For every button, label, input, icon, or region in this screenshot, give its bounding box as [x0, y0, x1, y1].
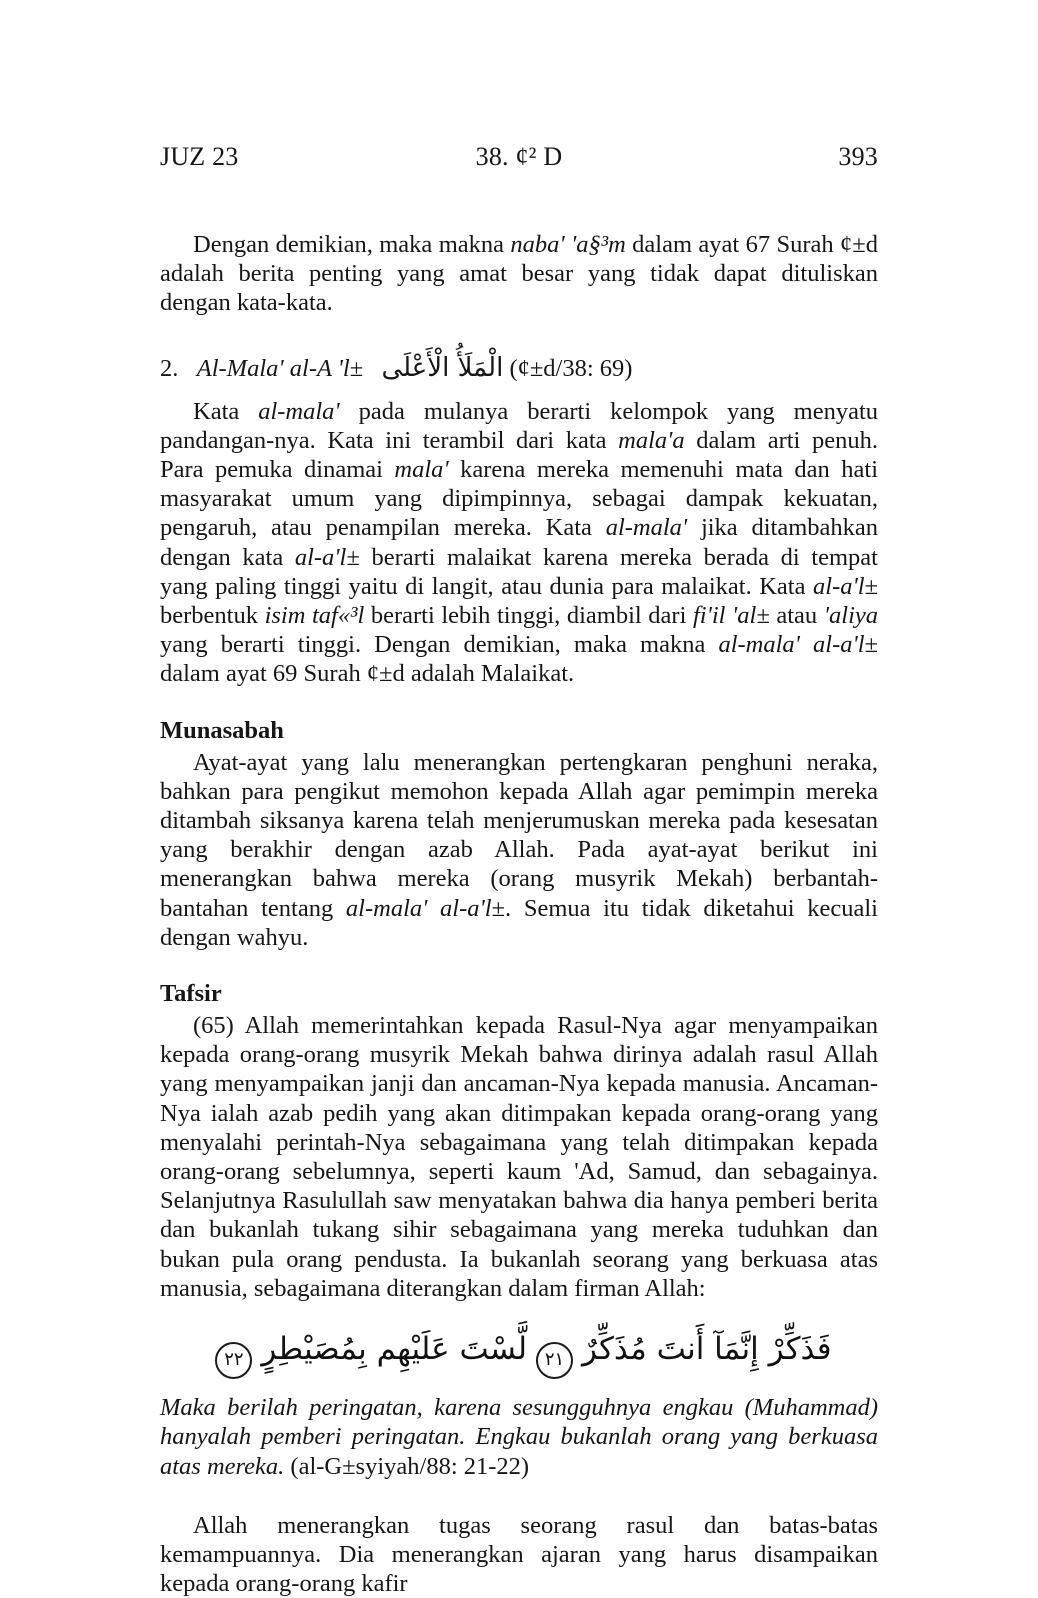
- text-segment: al-a'l±: [294, 543, 360, 571]
- text-segment: al-a'l±: [813, 572, 878, 600]
- munasabah-heading: Munasabah: [160, 716, 284, 744]
- text-segment: isim taf«³l: [264, 602, 365, 630]
- text-segment: naba' 'a§³m: [510, 231, 626, 258]
- text-segment: atau: [769, 602, 824, 630]
- text-segment: Allah menerangkan tugas seorang rasul dan batas-batas kemampuannya. Dia menerangkan ajaran yang harus disampaikan kepada orang-orang kafir: [160, 1511, 878, 1598]
- text-segment: dalam ayat 69 Surah ¢±d adalah Malaikat.: [160, 660, 575, 688]
- text-segment: al-mala': [258, 397, 340, 425]
- text-segment: al-mala' al-a'l±: [345, 894, 506, 922]
- surah-running-title: 38. ¢² D: [475, 142, 563, 171]
- page-number: 393: [838, 142, 878, 171]
- text-segment: jika ditambahkan dengan kata: [160, 514, 878, 571]
- tafsir-heading: Tafsir: [160, 980, 222, 1008]
- page-header: [160, 142, 878, 172]
- text-segment: dalam ayat 67 Surah ¢±d adalah berita penting yang amat besar yang tidak dapat dituliskan dengan kata-kata.: [160, 231, 878, 317]
- text-segment: [363, 355, 381, 382]
- paragraph-closing: [160, 1511, 878, 1598]
- text-segment: pada mulanya berarti kelompok yang menyatu pandangan-nya. Kata ini terambil dari kata: [160, 397, 879, 454]
- text-segment: 2.: [160, 354, 197, 382]
- text-segment: . Semua itu tidak diketahui kecuali dengan wahyu.: [160, 894, 878, 951]
- text-segment: Kata: [193, 397, 259, 425]
- arabic-text: لَّسْتَ عَلَيْهِم بِمُصَيْطِرٍ: [261, 1331, 528, 1368]
- text-segment: Ayat-ayat yang lalu menerangkan pertengkaran penghuni neraka, bahkan para pengikut memohon kepada Allah agar pemimpin mereka ditambah siksanya karena telah menjerumuskan mereka pada kesesatan yang berakhir dengan azab Allah. Pada ayat-ayat berikut ini menerangkan bahwa mereka (orang musyrik Mekah) berbantah-bantahan tentang: [160, 748, 878, 922]
- text-segment: (¢±d/38: 69): [503, 354, 633, 382]
- text-segment: berarti lebih tinggi, diambil dari: [364, 602, 693, 630]
- text-segment: Dengan demikian, maka makna: [193, 231, 511, 258]
- text-segment: 'aliya: [823, 602, 879, 630]
- text-segment: berbentuk: [160, 602, 265, 630]
- text-segment: fi'il 'al±: [692, 602, 770, 630]
- arabic-text: الْمَلَأُ الْأَعْلَى: [381, 352, 504, 383]
- text-segment: Maka berilah peringatan, karena sesungguhnya engkau (Muhammad) hanyalah pemberi peringatan. Engkau bukanlah orang yang berkuasa atas mereka.: [160, 1394, 878, 1480]
- text-segment: mala': [394, 456, 449, 484]
- text-segment: al-mala' al-a'l±: [718, 631, 878, 659]
- term-heading-al-mala: [160, 348, 878, 389]
- text-segment: al-mala': [605, 514, 688, 542]
- ayah-number-marker: ٢١: [536, 1342, 573, 1379]
- paragraph-munasabah: [160, 748, 878, 952]
- text-segment: Al-Mala' al-A 'l±: [196, 354, 364, 382]
- juz-label: JUZ 23: [160, 142, 239, 171]
- arabic-text: فَذَكِّرْ إِنَّمَآ أَنتَ مُذَكِّرٌ: [582, 1331, 832, 1368]
- paragraph-al-mala: [160, 397, 878, 689]
- text-segment: dalam arti penuh. Para pemuka dinamai: [160, 426, 878, 484]
- text-segment: mala'a: [618, 426, 685, 454]
- quran-verse-arabic: [160, 1317, 878, 1381]
- text-segment: karena mereka memenuhi mata dan hati masyarakat umum yang dipimpinnya, sebagai dampak kekuatan, pengaruh, atau penampilan mereka. Kata: [160, 456, 878, 542]
- text-segment: (65) Allah memerintahkan kepada Rasul-Nya agar menyampaikan kepada orang-orang musyrik Mekah bahwa dirinya adalah rasul Allah yang menyampaikan janji dan ancaman-Nya kepada manusia. Ancaman-Nya ialah azab pedih yang akan ditimpakan kepada orang-orang yang menyalahi perintah-Nya sebagaimana yang telah ditimpakan kepada orang-orang sebelumnya, seperti kaum 'Ad, Samud, dan sebagainya. Selanjutnya Rasulullah saw menyatakan bahwa dia hanya pemberi berita dan bukanlah tukang sihir sebagaimana yang mereka tuduhkan dan bukan pula orang pendusta. Ia bukanlah seorang yang berkuasa atas manusia, sebagaimana diterangkan dalam firman Allah:: [160, 1012, 878, 1302]
- paragraph-verse-translation: [160, 1393, 878, 1481]
- ayah-number-marker: ٢٢: [215, 1342, 252, 1379]
- paragraph-intro: [160, 230, 878, 318]
- text-segment: berarti malaikat karena mereka berada di tempat yang paling tinggi yaitu di langit, atau dunia para malaikat. Kata: [160, 543, 878, 600]
- paragraph-tafsir-65: [160, 1011, 878, 1303]
- text-segment: (al-G±syiyah/88: 21-22): [284, 1452, 530, 1480]
- text-segment: yang berarti tinggi. Dengan demikian, maka makna: [160, 631, 719, 659]
